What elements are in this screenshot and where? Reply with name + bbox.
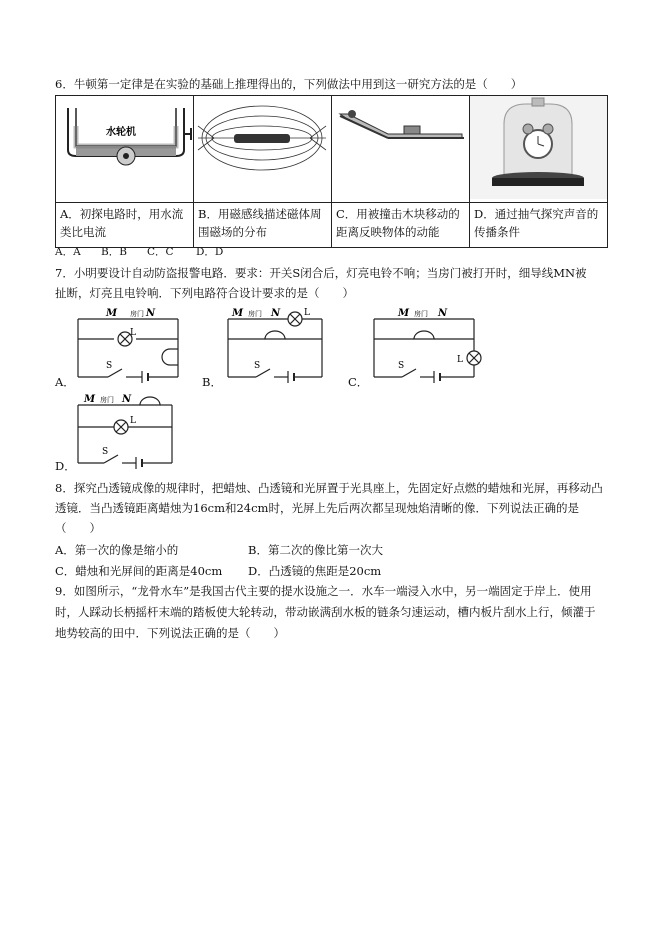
q6-option-b: B．用磁感线描述磁体周围磁场的分布 bbox=[194, 203, 332, 248]
q6-choice-b: B．B bbox=[101, 246, 127, 258]
circuit-a-lamp: L bbox=[130, 328, 136, 338]
q6-option-c: C．用被撞击木块移动的距离反映物体的动能 bbox=[332, 203, 470, 248]
q6-image-b bbox=[194, 96, 332, 203]
circuit-d bbox=[66, 391, 178, 473]
q9-line2: 时，人踩动长柄摇杆末端的踏板使大轮转动，带动嵌满刮水板的链条匀速运动，槽内板片刮水上行，倾灌于 bbox=[55, 605, 596, 619]
circuit-b-door: 房门 bbox=[248, 310, 262, 318]
q7-option-a-label: A． bbox=[55, 375, 75, 389]
q6-image-a bbox=[56, 96, 194, 203]
q7-stem-line1: 7．小明要设计自动防盗报警电路．要求：开关S闭合后，灯亮电铃不响；当房门被打开时，细导线MN被 bbox=[55, 266, 587, 280]
q6-choice-a: A．A bbox=[55, 246, 81, 258]
circuit-d-lamp: L bbox=[130, 416, 136, 426]
circuit-b-lamp: L bbox=[304, 308, 310, 318]
q8-line3: （ ） bbox=[55, 521, 101, 535]
circuit-c-n: N bbox=[438, 308, 448, 319]
q9-line1: 9．如图所示，“龙骨水车”是我国古代主要的提水设施之一．水车一端浸入水中，另一端固定于岸上．使用 bbox=[55, 584, 592, 598]
q6-stem: 6．牛顿第一定律是在实验的基础上推理得出的，下列做法中用到这一研究方法的是（ ） bbox=[55, 77, 523, 91]
circuit-c-door: 房门 bbox=[414, 310, 428, 318]
circuit-c-switch: S bbox=[398, 361, 405, 371]
q6-image-c bbox=[332, 96, 470, 203]
circuit-c-lamp: L bbox=[457, 355, 463, 365]
circuit-d-m: M bbox=[84, 394, 96, 405]
circuit-c bbox=[364, 305, 484, 387]
q9-line3: 地势较高的田中．下列说法正确的是（ ） bbox=[55, 626, 285, 640]
circuit-a bbox=[66, 305, 186, 387]
q7-stem-line2: 扯断，灯亮且电铃响．下列电路符合设计要求的是（ ） bbox=[55, 286, 354, 300]
q8-option-d: D．凸透镜的焦距是20cm bbox=[248, 564, 382, 578]
q6-choice-d: D．D bbox=[196, 246, 224, 258]
circuit-d-switch: S bbox=[102, 447, 109, 457]
circuit-b-n: N bbox=[271, 308, 281, 319]
q8-option-b: B．第二次的像比第一次大 bbox=[248, 543, 383, 557]
circuit-a-n: N bbox=[146, 308, 156, 319]
ramp-collision-figure bbox=[332, 96, 469, 199]
q6-options-table bbox=[55, 95, 608, 248]
water-turbine-label: 水轮机 bbox=[106, 127, 136, 138]
q8-line1: 8．探究凸透镜成像的规律时，把蜡烛、凸透镜和光屏置于光具座上，先固定好点燃的蜡烛和光屏，再移动凸 bbox=[55, 481, 603, 495]
magnetic-field-figure bbox=[194, 96, 331, 199]
circuit-b bbox=[218, 305, 330, 387]
bell-jar-figure bbox=[470, 96, 607, 199]
circuit-b-m: M bbox=[232, 308, 244, 319]
q6-image-d bbox=[470, 96, 608, 203]
circuit-a-switch: S bbox=[106, 361, 113, 371]
q8-option-a: A．第一次的像是缩小的 bbox=[55, 543, 179, 557]
circuit-d-door: 房门 bbox=[100, 396, 114, 404]
q6-option-a: A．初探电路时，用水流类比电流 bbox=[56, 203, 194, 248]
circuit-c-m: M bbox=[398, 308, 410, 319]
water-turbine-figure bbox=[56, 96, 193, 199]
q7-option-d-label: D． bbox=[55, 459, 76, 473]
circuit-d-n: N bbox=[122, 394, 132, 405]
circuit-b-switch: S bbox=[254, 361, 261, 371]
q7-option-c-label: C． bbox=[348, 375, 369, 389]
q8-line2: 透镜．当凸透镜距离蜡烛为16cm和24cm时，光屏上先后两次都呈现烛焰清晰的像．下列说法正确的是 bbox=[55, 501, 579, 515]
q6-choice-c: C．C bbox=[147, 246, 174, 258]
circuit-a-m: M bbox=[106, 308, 118, 319]
q7-option-b-label: B． bbox=[202, 375, 222, 389]
q6-option-d: D．通过抽气探究声音的传播条件 bbox=[470, 203, 608, 248]
q8-option-c: C．蜡烛和光屏间的距离是40cm bbox=[55, 564, 223, 578]
circuit-a-door: 房门 bbox=[130, 310, 144, 318]
